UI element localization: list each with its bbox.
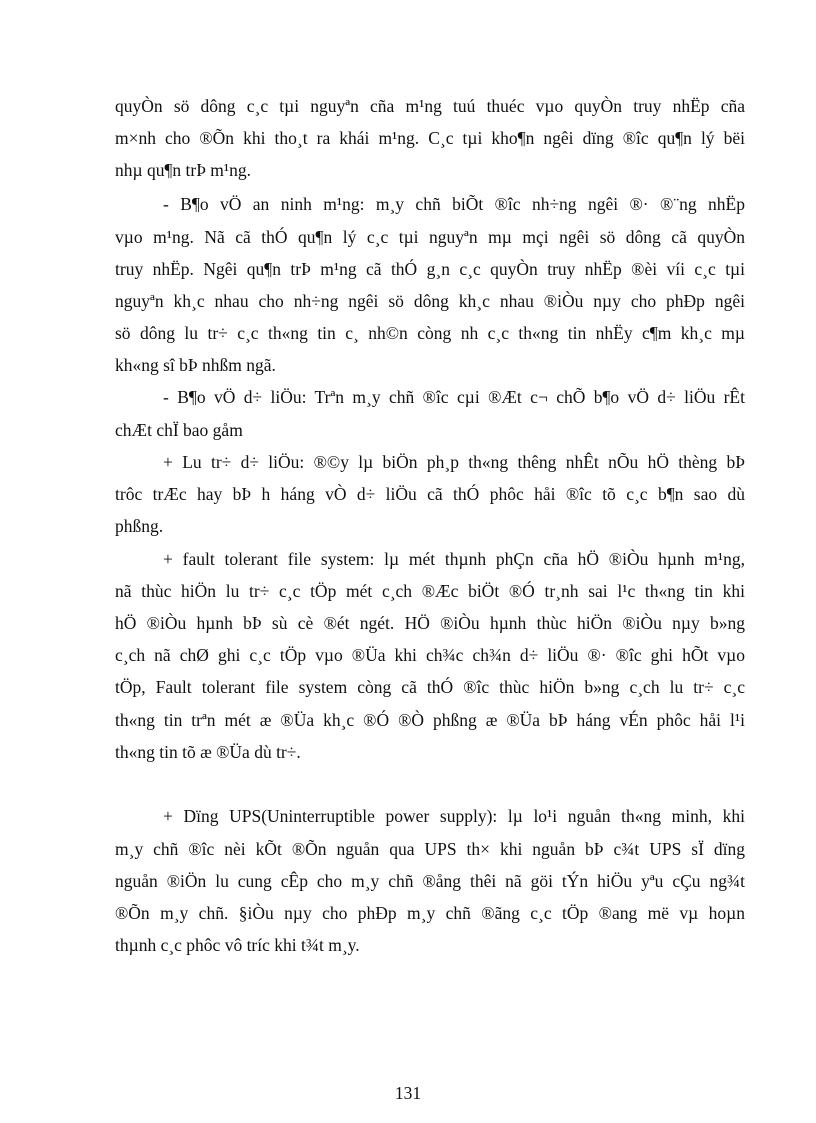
text-line: hÖ ®iÒu hµnh bÞ sù cè ®ét ngét. HÖ ®iÒu hµnh thùc hiÖn ®iÒu nµy b»ng [115, 613, 745, 633]
text-line: th«ng tin tõ æ ®Üa dù tr÷. [115, 742, 301, 762]
text-line: nguyªn kh¸c nhau cho nh÷ng ngêi sö dông kh¸c nhau ®iÒu nµy cho phÐp ngêi [115, 291, 745, 311]
text-line: - B¶o vÖ an ninh m¹ng: m¸y chñ biÕt ®îc nh÷ng ngêi ®· ®¨ng nhËp [163, 194, 745, 214]
text-line: vµo m¹ng. Nã cã thÓ qu¶n lý c¸c tµi nguyªn mµ mçi ngêi sö dông cã quyÒn [115, 227, 745, 247]
text-line: + Dïng UPS(Uninterruptible power supply): lµ lo¹i nguån th«ng minh, khi [163, 806, 745, 826]
text-line: nhµ qu¶n trÞ m¹ng. [115, 160, 252, 180]
text-line: m×nh cho ®Õn khi tho¸t ra khái m¹ng. C¸c tµi kho¶n ngêi dïng ®îc qu¶n lý bëi [115, 128, 745, 148]
text-line: + Lu tr÷ d÷ liÖu: ®©y lµ biÖn ph¸p th«ng thêng nhÊt nÕu hÖ thèng bÞ [163, 452, 745, 472]
text-line: truy nhËp. Ngêi qu¶n trÞ m¹ng cã thÓ g¸n c¸c quyÒn truy nhËp ®èi víi c¸c tµi [115, 259, 745, 279]
text-line: nguån ®iÖn lu cung cÊp cho m¸y chñ ®ång thêi nã göi tÝn hiÖu yªu cÇu ng¾t [115, 871, 745, 891]
text-line: thµnh c¸c phôc vô tríc khi t¾t m¸y. [115, 935, 360, 955]
text-line: tÖp, Fault tolerant file system còng cã thÓ ®îc thùc hiÖn b»ng c¸ch lu tr÷ c¸c [115, 677, 745, 697]
text-line: chÆt chÏ bao gåm [115, 420, 243, 440]
text-line: - B¶o vÖ d÷ liÖu: Trªn m¸y chñ ®îc cµi ®Æt c¬ chÕ b¶o vÖ d÷ liÖu rÊt [163, 387, 745, 407]
text-line: ®Õn m¸y chñ. §iÒu nµy cho phÐp m¸y chñ ®ãng c¸c tÖp ®ang më vµ hoµn [115, 903, 745, 923]
text-line: quyÒn sö dông c¸c tµi nguyªn cña m¹ng tuú thuéc vµo quyÒn truy nhËp cña [115, 96, 745, 116]
text-line: + fault tolerant file system: lµ mét thµnh phÇn cña hÖ ®iÒu hµnh m¹ng, [163, 549, 745, 569]
text-line: th«ng tin trªn mét æ ®Üa kh¸c ®Ó ®Ò phßng æ ®Üa bÞ háng vÉn phôc håi l¹i [115, 710, 745, 730]
text-line: kh«ng sî bÞ nhßm ngã. [115, 355, 276, 375]
text-line: phßng. [115, 516, 164, 536]
page-number: 131 [394, 1083, 422, 1103]
text-line: sö dông lu tr÷ c¸c th«ng tin c¸ nh©n còng nh c¸c th«ng tin nhËy c¶m kh¸c mµ [115, 323, 745, 343]
text-line: nã thùc hiÖn lu tr÷ c¸c tÖp mét c¸ch ®Æc biÖt ®Ó tr¸nh sai l¹c th«ng tin khi [115, 581, 745, 601]
text-line: c¸ch nã chØ ghi c¸c tÖp vµo ®Üa khi ch¾c ch¾n d÷ liÖu ®· ®îc ghi hÕt vµo [115, 645, 745, 665]
text-line: trôc trÆc hay bÞ h háng vÒ d÷ liÖu cã thÓ phôc håi ®îc tõ c¸c b¶n sao dù [115, 484, 745, 504]
text-line: m¸y chñ ®îc nèi kÕt ®Õn nguån qua UPS th× khi nguån bÞ c¾t UPS sÏ dïng [115, 839, 745, 859]
